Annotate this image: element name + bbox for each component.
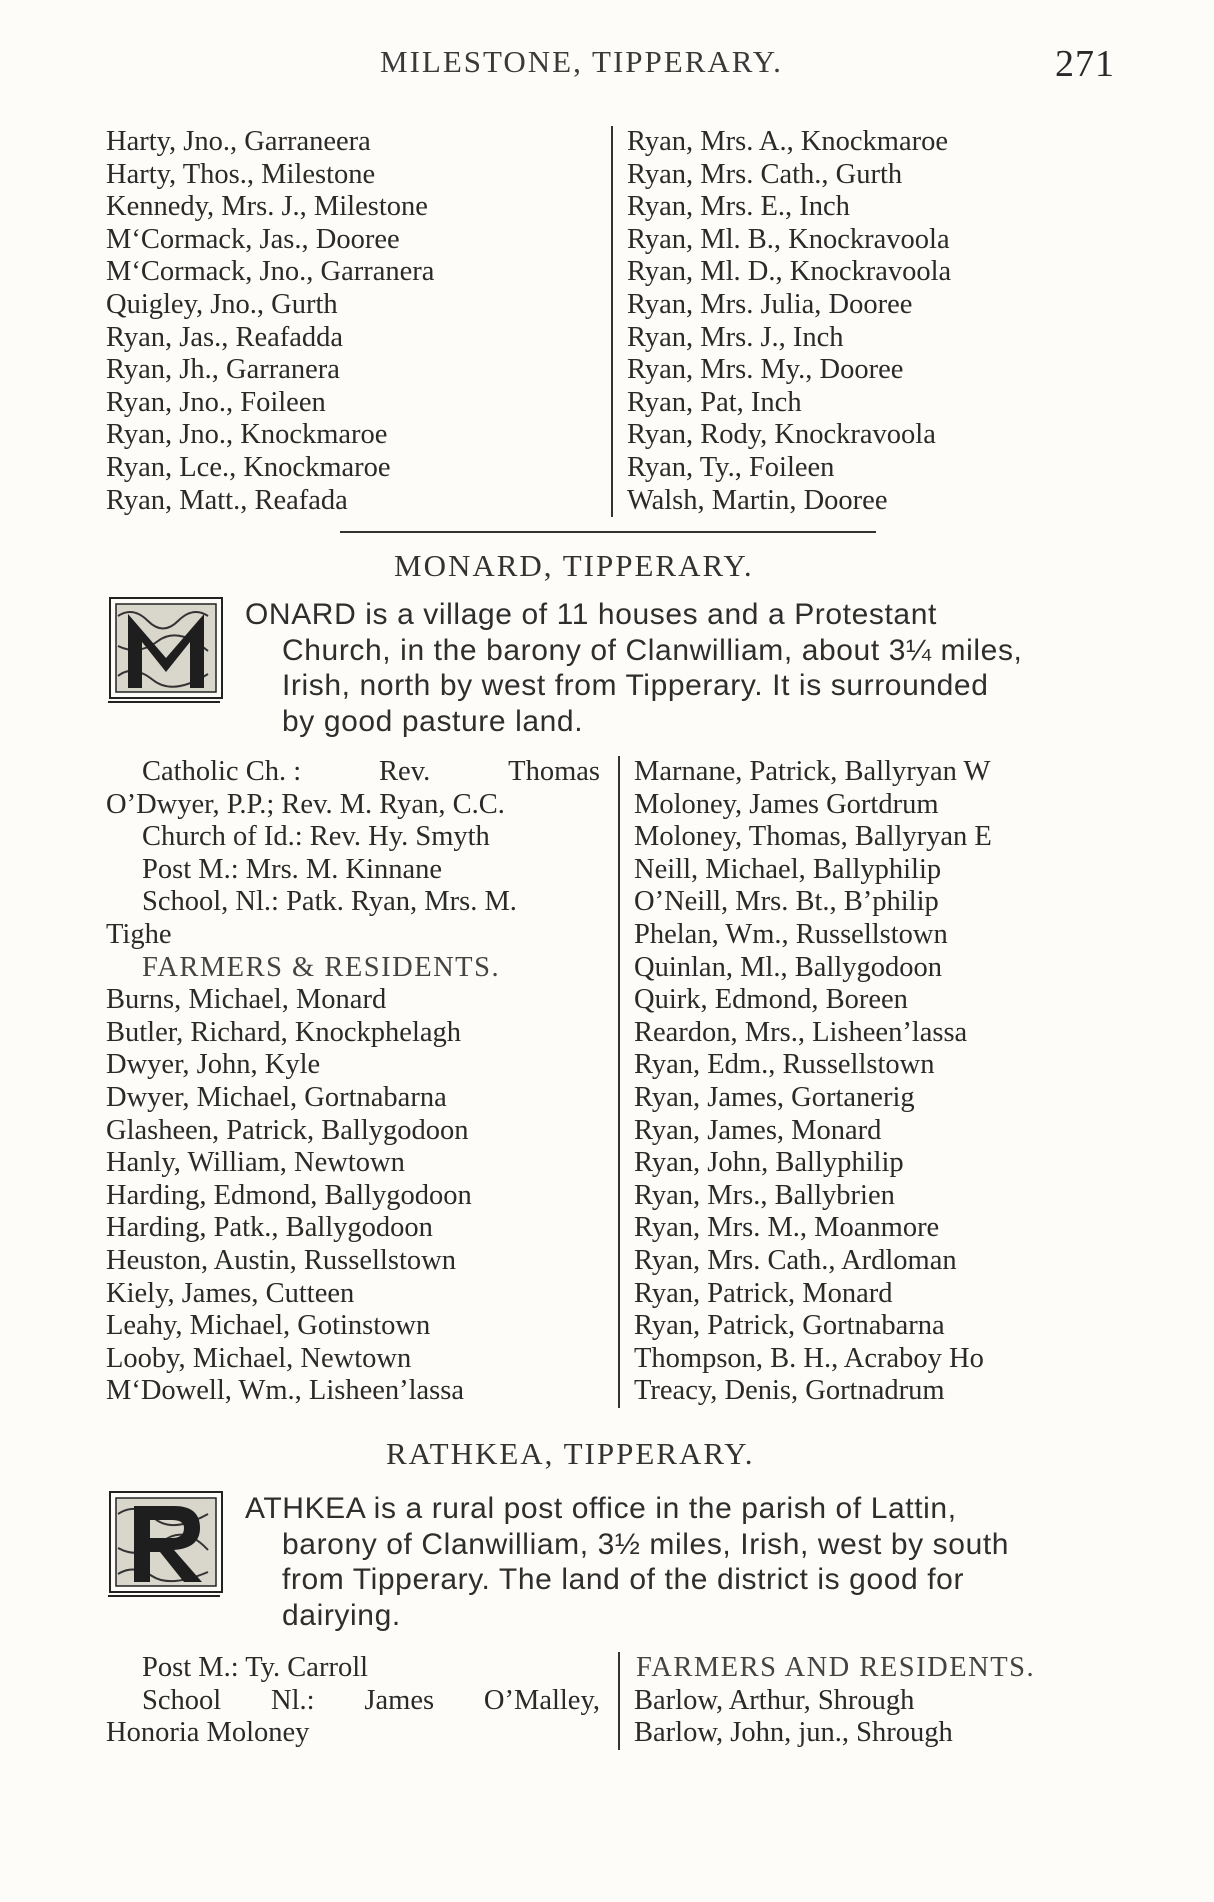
list-item: Hanly, William, Newtown [106, 1147, 405, 1179]
list-item: Ryan, Patrick, Gortnabarna [634, 1310, 945, 1342]
rathkea-listing [106, 1652, 1138, 1750]
list-item: Kiely, James, Cutteen [106, 1277, 355, 1309]
list-item: Ryan, Rody, Knockravoola [627, 419, 936, 451]
monard-listing [106, 756, 1138, 1408]
list-item: Ryan, Mrs. Cath., Ardloman [634, 1244, 957, 1276]
clergy-catholic-label: Catholic Ch. : [142, 756, 302, 787]
milestone-right-column [611, 126, 1121, 517]
post-office-line: Post M.: Ty. Carroll [142, 1652, 369, 1683]
list-item: Ryan, Ml. B., Knockravoola [627, 223, 950, 255]
list-item: Quigley, Jno., Gurth [106, 288, 338, 320]
list-item: Ryan, Matt., Reafada [106, 484, 348, 516]
school-first-name: James [364, 1684, 435, 1716]
list-item: Ryan, Ty., Foileen [627, 451, 835, 483]
list-item: Ryan, Mrs. J., Inch [627, 321, 844, 353]
list-item: Reardon, Mrs., Lisheen’lassa [634, 1016, 968, 1048]
list-item: Ryan, Jno., Foileen [106, 386, 326, 418]
list-item: Ryan, John, Ballyphilip [634, 1147, 904, 1179]
monard-right-column [618, 756, 1138, 1408]
list-item: Harty, Jno., Garraneera [106, 126, 371, 157]
dropcap-r-graphic [108, 1490, 224, 1600]
monard-intro [245, 597, 1022, 739]
list-item: Harding, Patk., Ballygodoon [106, 1212, 433, 1244]
list-item: Ryan, Mrs. M., Moanmore [634, 1212, 940, 1244]
dropcap-m-icon [108, 596, 224, 706]
list-item: Ryan, Jno., Knockmaroe [106, 419, 388, 451]
school-label: School [142, 1684, 222, 1716]
intro-line: by good pasture land. [282, 704, 584, 738]
school-line-cont: Tighe [106, 918, 172, 950]
list-item: Harding, Edmond, Ballygodoon [106, 1179, 472, 1211]
dropcap-r-icon [108, 1490, 224, 1600]
list-item: Harty, Thos., Milestone [106, 158, 376, 190]
list-item: Ryan, Mrs. Cath., Gurth [627, 158, 903, 190]
list-item: Treacy, Denis, Gortnadrum [634, 1375, 945, 1407]
school-type: Nl.: [271, 1684, 315, 1716]
list-item: Heuston, Austin, Russellstown [106, 1244, 456, 1276]
clergy-line [106, 756, 608, 789]
list-item: Butler, Richard, Knockphelagh [106, 1016, 462, 1048]
list-item: Kennedy, Mrs. J., Milestone [106, 191, 428, 223]
section-heading-monard: MONARD, TIPPERARY. [394, 548, 754, 583]
intro-line: Irish, north by west from Tipperary. It is surrounded [282, 669, 989, 702]
monard-left-column [106, 756, 618, 1408]
list-item: Ryan, Lce., Knockmaroe [106, 451, 391, 483]
list-item: Moloney, James Gortdrum [634, 788, 939, 820]
clergy-catholic-name: Thomas [508, 756, 600, 787]
milestone-listing [106, 126, 1121, 517]
list-item: Ryan, James, Monard [634, 1114, 882, 1146]
rathkea-intro [245, 1491, 1009, 1633]
list-item: Moloney, Thomas, Ballyryan E [634, 821, 992, 853]
farmers-heading: FARMERS AND RESIDENTS. [636, 1652, 1036, 1683]
list-item: Thompson, B. H., Acraboy Ho [634, 1342, 984, 1374]
list-item: M‘Cormack, Jas., Dooree [106, 223, 400, 255]
school-surname: O’Malley, [483, 1684, 600, 1716]
list-item: Phelan, Wm., Russellstown [634, 918, 948, 950]
list-item: Ryan, Mrs. My., Dooree [627, 354, 904, 386]
intro-line: from Tipperary. The land of the district is good for [282, 1563, 965, 1596]
school-line: School, Nl.: Patk. Ryan, Mrs. M. [142, 886, 517, 918]
list-item: Ryan, Mrs., Ballybrien [634, 1179, 895, 1211]
list-item: Ryan, James, Gortanerig [634, 1081, 915, 1113]
list-item: Ryan, Pat, Inch [627, 386, 802, 418]
farmers-heading: FARMERS & RESIDENTS. [142, 951, 501, 983]
intro-line: ATHKEA is a rural post office in the parish of Lattin, [245, 1492, 957, 1525]
list-item: Ryan, Mrs. A., Knockmaroe [627, 126, 949, 157]
clergy-catholic-rev: Rev. [379, 756, 431, 787]
list-item: Dwyer, Michael, Gortnabarna [106, 1081, 447, 1113]
milestone-left-column [106, 126, 611, 517]
list-item: Walsh, Martin, Dooree [627, 484, 888, 516]
list-item: Ryan, Jas., Reafadda [106, 321, 344, 353]
intro-line: barony of Clanwilliam, 3½ miles, Irish, west by south [282, 1527, 1010, 1561]
dropcap-m-graphic [108, 596, 224, 706]
running-head-title: MILESTONE, TIPPERARY. [380, 44, 783, 79]
list-item: Marnane, Patrick, Ballyryan W [634, 756, 991, 787]
list-item: O’Neill, Mrs. Bt., B’philip [634, 886, 939, 918]
list-item: Ryan, Ml. D., Knockravoola [627, 256, 952, 288]
list-item: Ryan, Patrick, Monard [634, 1277, 893, 1309]
list-item: M‘Dowell, Wm., Lisheen’lassa [106, 1375, 465, 1407]
page-number: 271 [1055, 43, 1115, 85]
list-item: Ryan, Mrs. Julia, Dooree [627, 288, 913, 320]
list-item: Dwyer, John, Kyle [106, 1049, 321, 1081]
intro-line: dairying. [282, 1598, 401, 1632]
list-item: Barlow, Arthur, Shrough [634, 1684, 915, 1716]
post-office-line: Post M.: Mrs. M. Kinnane [142, 853, 443, 885]
list-item: Quinlan, Ml., Ballygodoon [634, 951, 942, 983]
list-item: Looby, Michael, Newtown [106, 1342, 412, 1374]
list-item: Ryan, Edm., Russellstown [634, 1049, 935, 1081]
list-item: Leahy, Michael, Gotinstown [106, 1310, 431, 1342]
list-item: Ryan, Jh., Garranera [106, 354, 340, 386]
section-heading-rathkea: RATHKEA, TIPPERARY. [386, 1436, 755, 1471]
school-line [106, 1685, 608, 1718]
school-line-cont: Honoria Moloney [106, 1717, 310, 1749]
rathkea-left-column [106, 1652, 618, 1750]
running-head [0, 44, 1214, 84]
intro-line: ONARD is a village of 11 houses and a Protestant [245, 598, 937, 631]
intro-line: Church, in the barony of Clanwilliam, about 3¼ miles, [282, 633, 1023, 667]
list-item: Burns, Michael, Monard [106, 984, 387, 1016]
list-item: M‘Cormack, Jno., Garranera [106, 256, 435, 288]
list-item: Neill, Michael, Ballyphilip [634, 853, 942, 885]
clergy-line: O’Dwyer, P.P.; Rev. M. Ryan, C.C. [106, 788, 505, 820]
church-line: Church of Id.: Rev. Hy. Smyth [142, 821, 490, 853]
rathkea-right-column [618, 1652, 1138, 1750]
list-item: Quirk, Edmond, Boreen [634, 984, 908, 1016]
section-divider [340, 531, 876, 533]
list-item: Glasheen, Patrick, Ballygodoon [106, 1114, 469, 1146]
list-item: Barlow, John, jun., Shrough [634, 1717, 953, 1749]
list-item: Ryan, Mrs. E., Inch [627, 191, 850, 223]
